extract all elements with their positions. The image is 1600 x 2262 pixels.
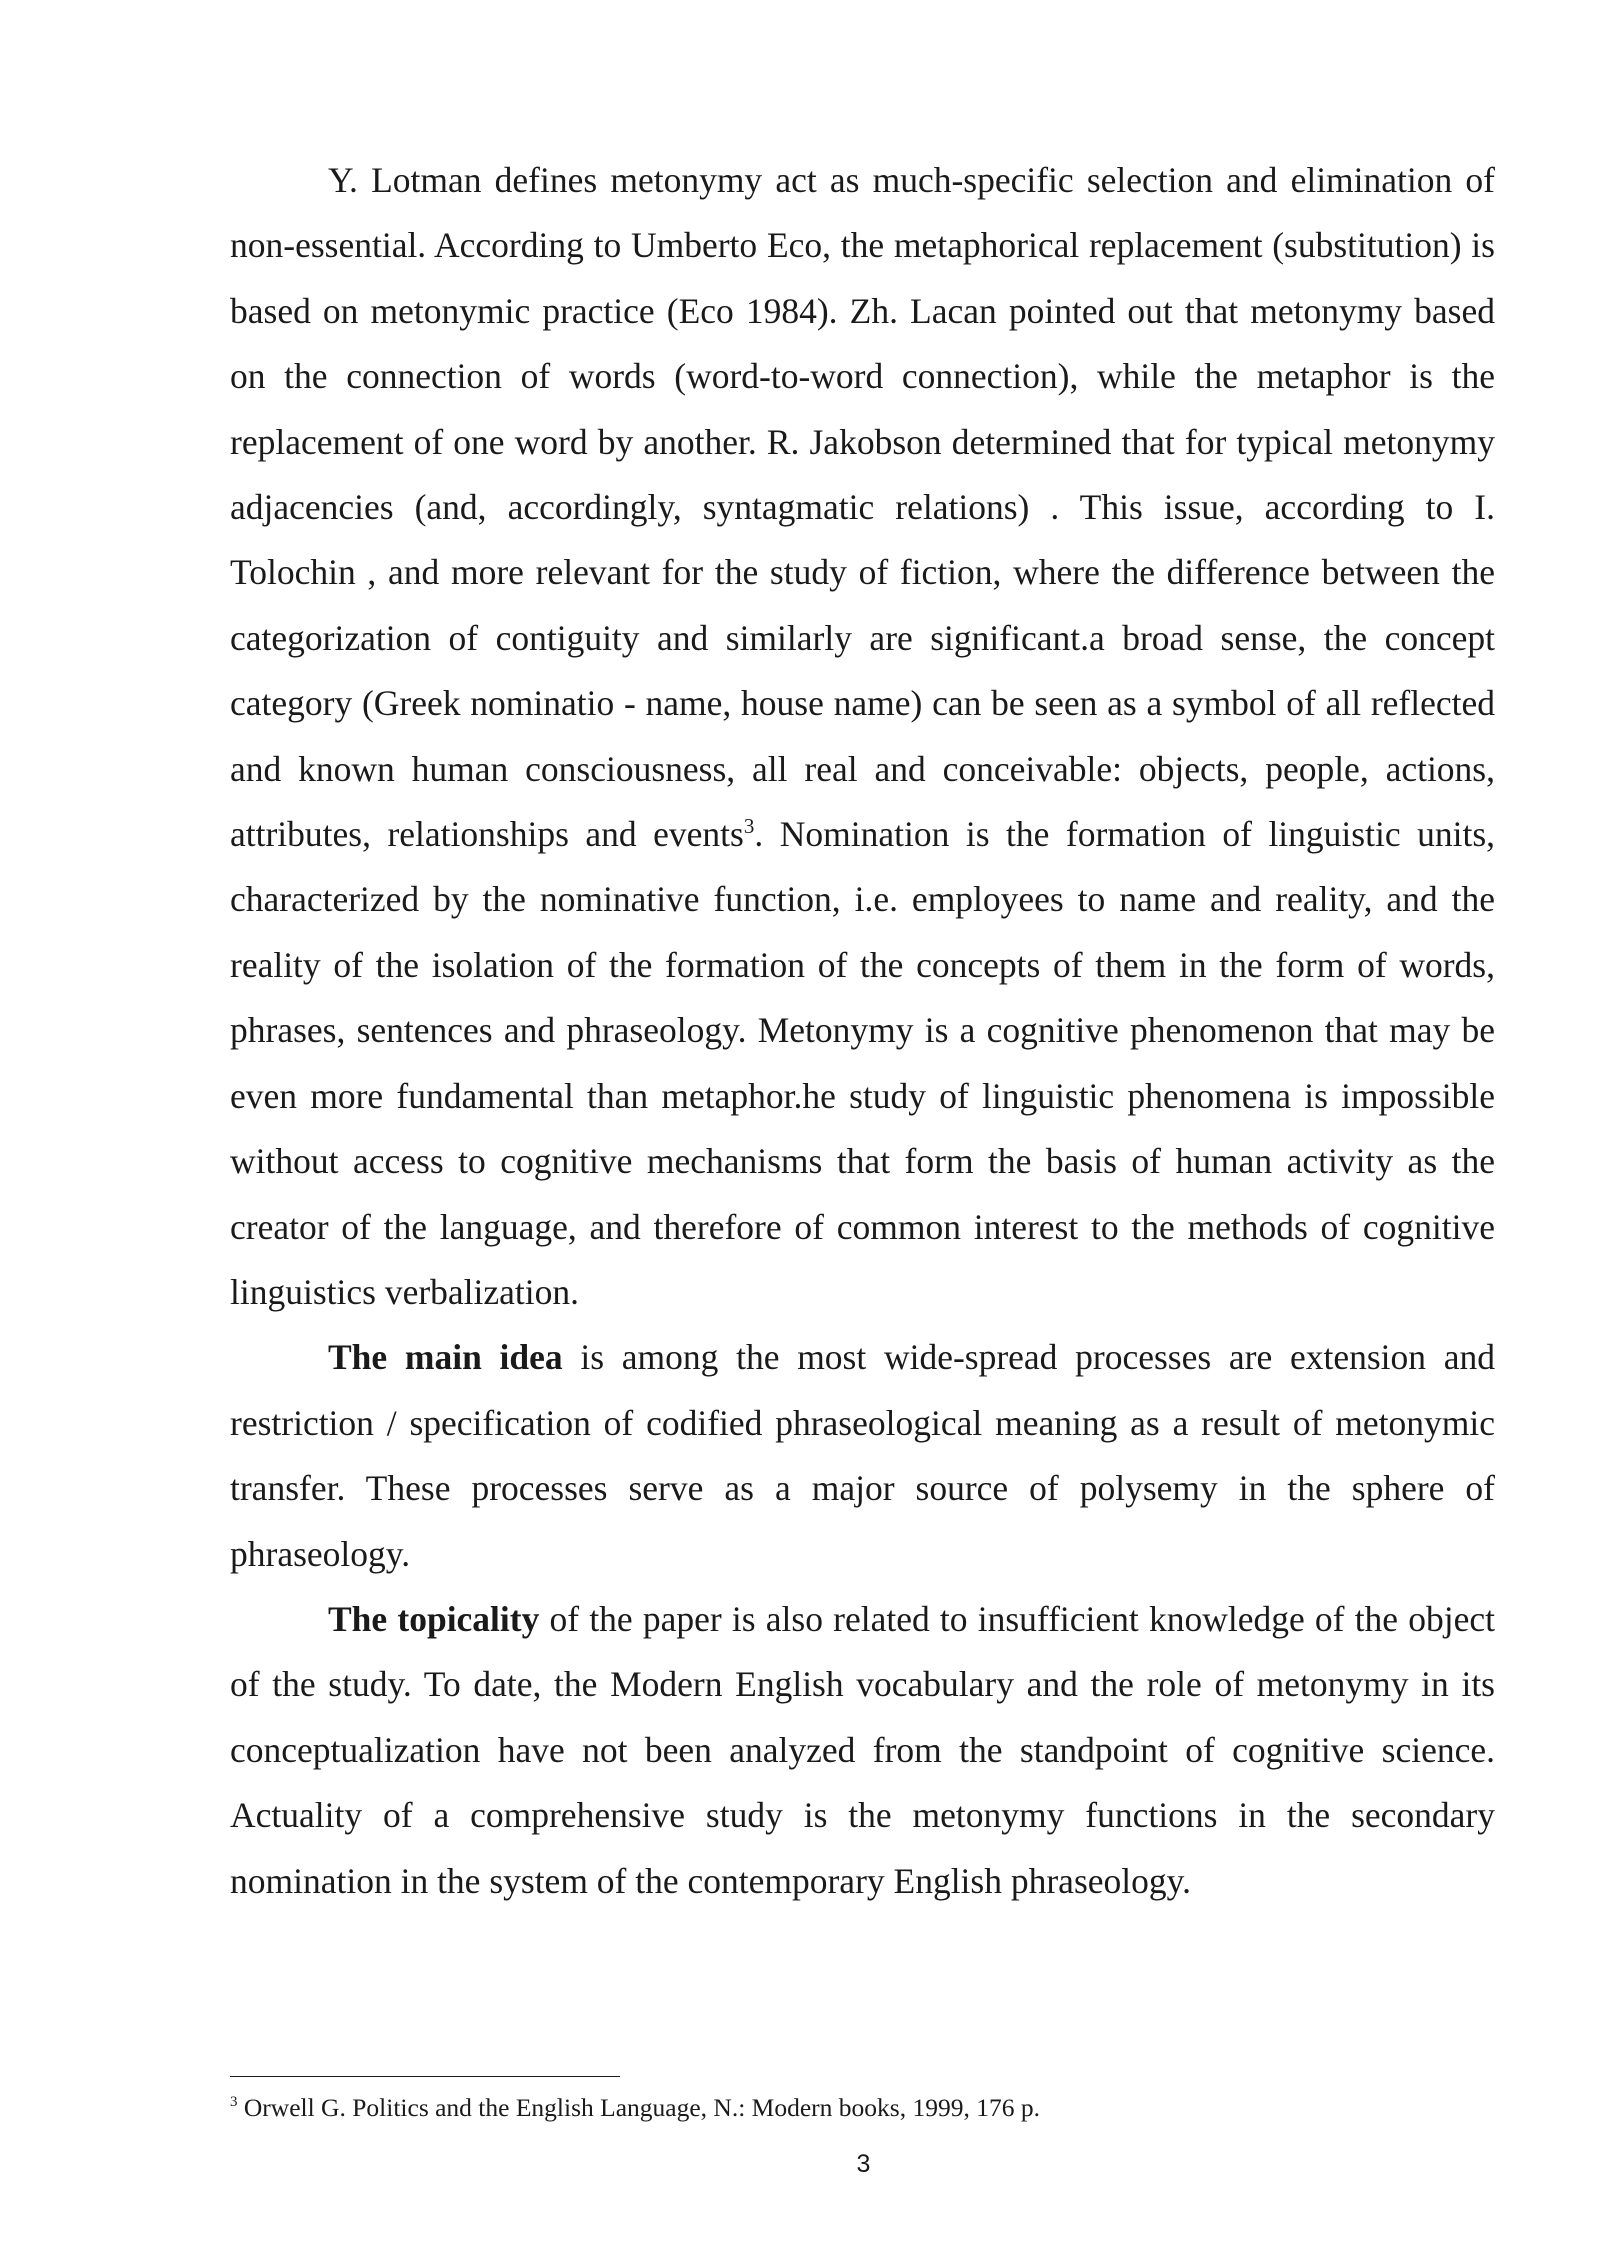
main-idea-heading: The main idea [328,1337,563,1378]
paragraph-topicality [230,1587,1495,1914]
body-text [230,148,1495,1914]
footnote-reference[interactable]: 3 [743,814,755,839]
paragraph-main-idea [230,1325,1495,1587]
paragraph-text-part-2: . Nomination is the formation of linguistic units, characterized by the nominative function, i.e. employees to name and reality, and the reality of the isolation of the formation of the concepts of them in the form of words, phrases, sentences and phraseology. Metonymy is a cognitive phenomenon that may be even more fundamental than metaphor.he study of linguistic phenomena is impossible without access to cognitive mechanisms that form the basis of human activity as the creator of the language, and therefore of common interest to the methods of cognitive linguistics verbalization. [230,814,1496,1312]
topicality-text: of the paper is also related to insufficient knowledge of the object of the study. To date, the Modern English vocabulary and the role of metonymy in its conceptualization have not been analyzed from the standpoint of cognitive science. Actuality of a comprehensive study is the metonymy functions in the secondary nomination in the system of the contemporary English phraseology. [230,1598,1495,1901]
footnote-separator [230,2076,620,2077]
footnote-marker: 3 [230,2094,238,2110]
page-number: 3 [856,2150,871,2178]
main-idea-text: is among the most wide-spread processes are extension and restriction / specification of codified phraseological meaning as a result of metonymic transfer. These processes serve as a major source of polysemy in the sphere of phraseology. [230,1337,1495,1574]
footnote [230,2091,1040,2125]
topicality-heading: The topicality [328,1598,540,1639]
paragraph-text-part-1: Y. Lotman defines metonymy act as much-specific selection and elimination of non-essential. According to Umberto Eco, the metaphorical replacement (substitution) is based on metonymic practice (Eco 1984). Zh. Lacan pointed out that metonymy based on the connection of words (word-to-word connection), while the metaphor is the replacement of one word by another. R. Jakobson determined that for typical metonymy adjacencies (and, accordingly, syntagmatic relations) . This issue, according to I. Tolochin , and more relevant for the study of fiction, where the difference between the categorization of contiguity and similarly are significant.a broad sense, the concept category (Greek nominatio - name, house name) can be seen as a symbol of all reflected and known human consciousness, all real and conceivable: objects, people, actions, attributes, relationships and events [230,160,1495,855]
footnote-text: Orwell G. Politics and the English Language, N.: Modern books, 1999, 176 p. [237,2093,1040,2122]
paragraph-lotman-metonymy [230,148,1495,1325]
